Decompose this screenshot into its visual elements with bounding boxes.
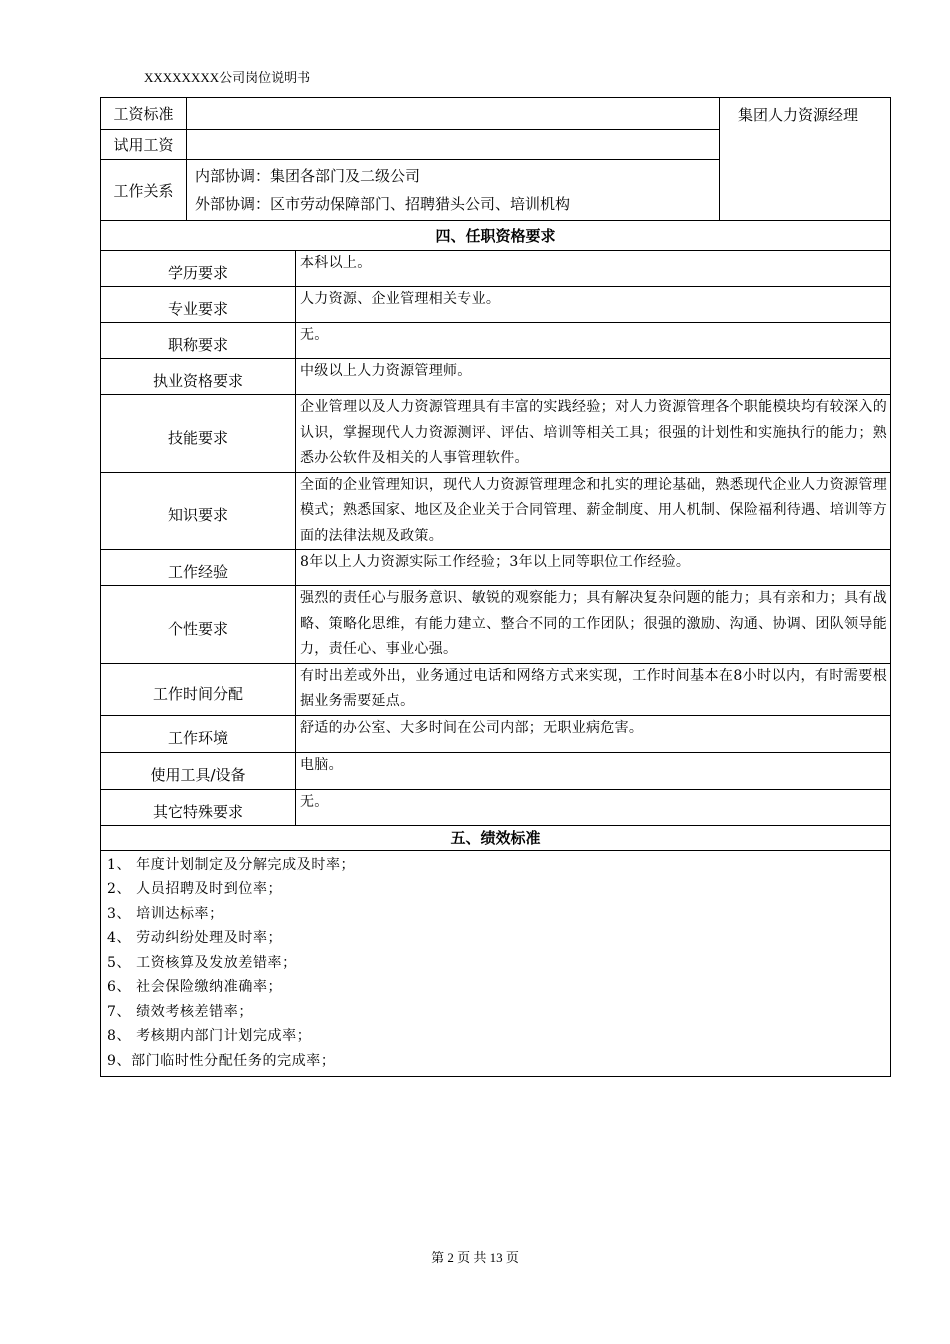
list-item: 7、 绩效考核差错率； bbox=[107, 1003, 253, 1020]
row-value: 电脑。 bbox=[296, 752, 891, 789]
table-row bbox=[101, 472, 891, 550]
row-label: 专业要求 bbox=[101, 287, 296, 323]
work-relation-value bbox=[187, 160, 720, 221]
row-label: 其它特殊要求 bbox=[101, 789, 296, 825]
performance-title: 五、绩效标准 bbox=[101, 825, 891, 850]
list-item: 4、 劳动纠纷处理及时率； bbox=[107, 930, 283, 946]
table-row bbox=[101, 752, 891, 789]
row-label: 使用工具/设备 bbox=[101, 752, 296, 789]
list-item: 1、 年度计划制定及分解完成及时率； bbox=[107, 856, 356, 873]
row-value: 中级以上人力资源管理师。 bbox=[296, 359, 891, 395]
row-value: 企业管理以及人力资源管理具有丰富的实践经验；对人力资源管理各个职能模块均有较深入的认识，掌握现代人力资源测评、评估、培训等相关工具；很强的计划性和实施执行的能力；熟悉办公软件及相关的人事管理软件。 bbox=[296, 395, 891, 473]
row-label: 职称要求 bbox=[101, 323, 296, 359]
row-label: 个性要求 bbox=[101, 586, 296, 664]
row-label: 知识要求 bbox=[101, 472, 296, 550]
list-item: 9、部门临时性分配任务的完成率； bbox=[107, 1052, 336, 1069]
position-title: 集团人力资源经理 bbox=[720, 98, 891, 221]
table-row bbox=[101, 287, 891, 323]
row-value: 全面的企业管理知识，现代人力资源管理理念和扎实的理论基础，熟悉现代企业人力资源管理模式；熟悉国家、地区及企业关于合同管理、薪金制度、用人机制、保险福利待遇、培训等方面的法律法规及政策。 bbox=[296, 472, 891, 550]
qualifications-title: 四、任职资格要求 bbox=[101, 221, 891, 251]
probation-salary-label: 试用工资 bbox=[101, 130, 187, 160]
page-number: 第 2 页 共 13 页 bbox=[431, 1250, 519, 1265]
row-label: 学历要求 bbox=[101, 251, 296, 287]
work-relation-label: 工作关系 bbox=[101, 160, 187, 221]
job-info-table bbox=[100, 97, 891, 221]
table-row bbox=[101, 395, 891, 473]
document-header: XXXXXXXX公司岗位说明书 bbox=[144, 70, 311, 85]
salary-standard-value bbox=[187, 98, 720, 130]
row-value: 人力资源、企业管理相关专业。 bbox=[296, 287, 891, 323]
row-value: 无。 bbox=[296, 323, 891, 359]
list-item: 6、 社会保险缴纳准确率； bbox=[107, 979, 283, 995]
performance-list bbox=[101, 850, 891, 1077]
list-item: 8、 考核期内部门计划完成率； bbox=[107, 1028, 312, 1044]
table-row bbox=[101, 715, 891, 752]
row-value: 强烈的责任心与服务意识、敏锐的观察能力；具有解决复杂问题的能力；具有亲和力；具有战略、策略化思维，有能力建立、整合不同的工作团队；很强的激励、沟通、协调、团队领导能力，责任心、事业心强。 bbox=[296, 586, 891, 664]
row-value: 8年以上人力资源实际工作经验；3年以上同等职位工作经验。 bbox=[296, 550, 891, 586]
internal-coordination: 内部协调：集团各部门及二级公司 bbox=[195, 167, 421, 185]
table-row bbox=[101, 789, 891, 825]
row-label: 技能要求 bbox=[101, 395, 296, 473]
table-row bbox=[101, 663, 891, 715]
probation-salary-value bbox=[187, 130, 720, 160]
row-label: 工作环境 bbox=[101, 715, 296, 752]
row-label: 工作时间分配 bbox=[101, 663, 296, 715]
table-row bbox=[101, 359, 891, 395]
list-item: 3、 培训达标率； bbox=[107, 905, 224, 922]
table-row bbox=[101, 323, 891, 359]
list-item: 5、 工资核算及发放差错率； bbox=[107, 954, 297, 971]
salary-standard-label: 工资标准 bbox=[101, 98, 187, 130]
table-row bbox=[101, 586, 891, 664]
list-item: 2、 人员招聘及时到位率； bbox=[107, 881, 283, 897]
table-row bbox=[101, 550, 891, 586]
external-coordination: 外部协调：区市劳动保障部门、招聘猎头公司、培训机构 bbox=[195, 195, 571, 213]
table-row bbox=[101, 251, 891, 287]
row-value: 有时出差或外出，业务通过电话和网络方式来实现，工作时间基本在8小时以内，有时需要根据业务需要延点。 bbox=[296, 663, 891, 715]
row-value: 无。 bbox=[296, 789, 891, 825]
row-label: 执业资格要求 bbox=[101, 359, 296, 395]
row-value: 舒适的办公室、大多时间在公司内部；无职业病危害。 bbox=[296, 715, 891, 752]
qualification-table bbox=[100, 220, 891, 1077]
row-value: 本科以上。 bbox=[296, 251, 891, 287]
row-label: 工作经验 bbox=[101, 550, 296, 586]
